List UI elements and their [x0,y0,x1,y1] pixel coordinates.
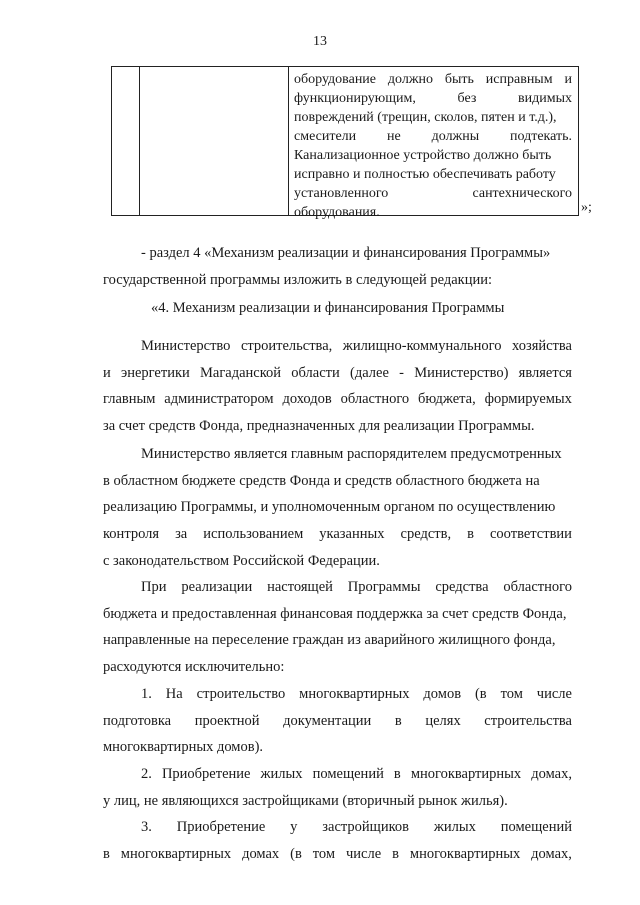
word: области [291,364,340,381]
word: реализации [181,579,253,595]
word: в [393,766,401,782]
word: На [165,686,183,702]
word: многоквартирных [120,845,232,862]
table-column-divider [288,67,289,215]
word: оборудования. [294,205,380,220]
word: «4. Механизм реализации и финансирования Программы [151,300,505,316]
word: у лиц, не являющихся застройщиками (вторичный рынок жилья). [103,792,508,809]
text-line [103,708,572,735]
text-line [103,574,572,601]
text-line [103,333,572,360]
text-line [103,240,572,267]
word: видимых [518,91,572,106]
text-line [103,734,572,761]
word: Магаданской [200,364,282,381]
text-line [103,295,572,322]
word: за счет средств Фонда, предназначенных для реализации Программы. [103,418,535,435]
list-item-2 [103,761,572,814]
word: числе [345,845,382,862]
word: направленные на переселение граждан из аварийного жилищного фонда, [103,632,556,649]
text-line [103,468,572,495]
word: 2. [141,766,152,782]
word: сантехнического [472,186,572,201]
word: за [175,526,188,543]
word: (в [474,686,487,702]
word: должны [431,129,480,144]
text-line [103,841,572,868]
word: числе [536,686,572,702]
word: использованием [203,526,304,543]
text-line [103,521,572,548]
word: жилищно-коммунального [342,338,502,354]
word: При [141,579,167,595]
word: целях [425,712,461,729]
word: домах, [531,845,572,862]
word: - [399,364,404,381]
word: подтекать. [510,129,572,144]
table-fragment [111,66,579,220]
word: в [103,845,110,862]
word: (в [290,845,302,862]
word: многоквартирных [410,766,522,782]
word: настоящей [267,579,333,595]
word: оборудование [294,72,377,87]
table-column-divider [139,67,140,215]
text-line [103,761,572,788]
text-line [103,413,572,440]
word: 1. [141,686,152,702]
word: строительства [484,712,572,729]
word: областного [503,579,572,595]
text-line [294,203,572,222]
closing-quote-mark: »; [581,200,592,215]
word: строительства, [240,338,333,354]
word: Министерство [141,338,231,354]
word: энергетики [121,364,190,381]
text-line [294,146,572,165]
text-line [294,184,572,203]
word: функционирующим, [294,91,416,106]
word: домах, [531,766,572,782]
text-line [294,89,572,108]
word: исправно и полностью обеспечивать работу [294,167,556,182]
word: не [387,129,401,144]
section-heading [103,295,572,322]
word: жилых [260,766,303,782]
word: контроля [103,526,160,543]
word: в [467,526,474,543]
word: многоквартирных домов). [103,739,264,756]
word: главным [103,391,156,408]
text-line [294,127,572,146]
word: бюджета, [418,391,476,408]
word: установленного [294,186,389,201]
word: Приобретение [176,819,266,835]
word: повреждений (трещин, сколов, пятен и т.д.), [294,110,557,125]
text-line [103,654,572,681]
word: реализацию Программы, и уполномоченным органом по осуществлению [103,499,556,516]
word: без [457,91,477,106]
list-item-3 [103,814,572,867]
paragraph-funding-use [103,574,572,681]
word: в [394,712,402,729]
word: помещений [312,766,384,782]
word: смесители [294,129,357,144]
list-item-1 [103,681,572,761]
text-line [103,627,572,654]
word: документации [283,712,372,729]
word: том [500,686,523,702]
word: проектной [194,712,260,729]
word: бюджета и предоставленная финансовая поддержка за счет средств Фонда, [103,605,567,622]
word: помещений [500,819,572,835]
paragraph-ministry-administrator [103,333,572,440]
word: средств, [400,526,452,543]
word: областного [340,391,410,408]
word: 3. [141,819,152,835]
word: в областном бюджете средств Фонда и средств областного бюджета на [103,472,540,489]
word: строительство [196,686,286,702]
text-line [294,165,572,184]
text-line [103,548,572,575]
text-line [294,70,572,89]
text-line [103,681,572,708]
word: Приобретение [161,766,251,782]
word: жилых [433,819,476,835]
text-line [103,601,572,628]
word: государственной программы изложить в следующей редакции: [103,271,493,288]
page-number: 13 [313,34,327,49]
word: исправным [485,72,553,87]
word: том [312,845,336,862]
word: подготовка [103,712,172,729]
text-line [103,814,572,841]
paragraph-section-intro [103,240,572,293]
word: многоквартирных [299,686,410,702]
text-line [103,386,572,413]
word: домов [423,686,462,702]
word: Министерство является главным распорядителем предусмотренных [141,446,562,462]
word: является [518,364,572,381]
word: указанных [319,526,385,543]
word: Программы [347,579,421,595]
word: хозяйства [512,338,572,354]
word: быть [444,72,474,87]
word: администратором [164,391,274,408]
paragraph-ministry-distributor [103,441,572,575]
word: у [290,819,298,835]
word: с законодательством Российской Федерации. [103,552,380,569]
text-line [103,441,572,468]
word: и [564,72,572,87]
word: должно [387,72,433,87]
word: средства [435,579,489,595]
word: Канализационное устройство должно быть [294,148,552,163]
word: Министерство) [414,364,509,381]
text-line [103,267,572,294]
word: застройщиков [322,819,409,835]
word: расходуются исключительно: [103,659,285,676]
word: - раздел 4 «Механизм реализации и финансирования Программы» [141,245,551,261]
word: доходов [282,391,332,408]
text-line [103,494,572,521]
word: формируемых [484,391,572,408]
text-line [103,360,572,387]
word: в [392,845,399,862]
word: соответствии [490,526,572,543]
table-cell-text [294,70,572,222]
text-line [294,108,572,127]
word: многоквартирных [409,845,521,862]
word: домах [242,845,280,862]
text-line [103,788,572,815]
word: и [103,364,111,381]
word: (далее [350,364,389,381]
